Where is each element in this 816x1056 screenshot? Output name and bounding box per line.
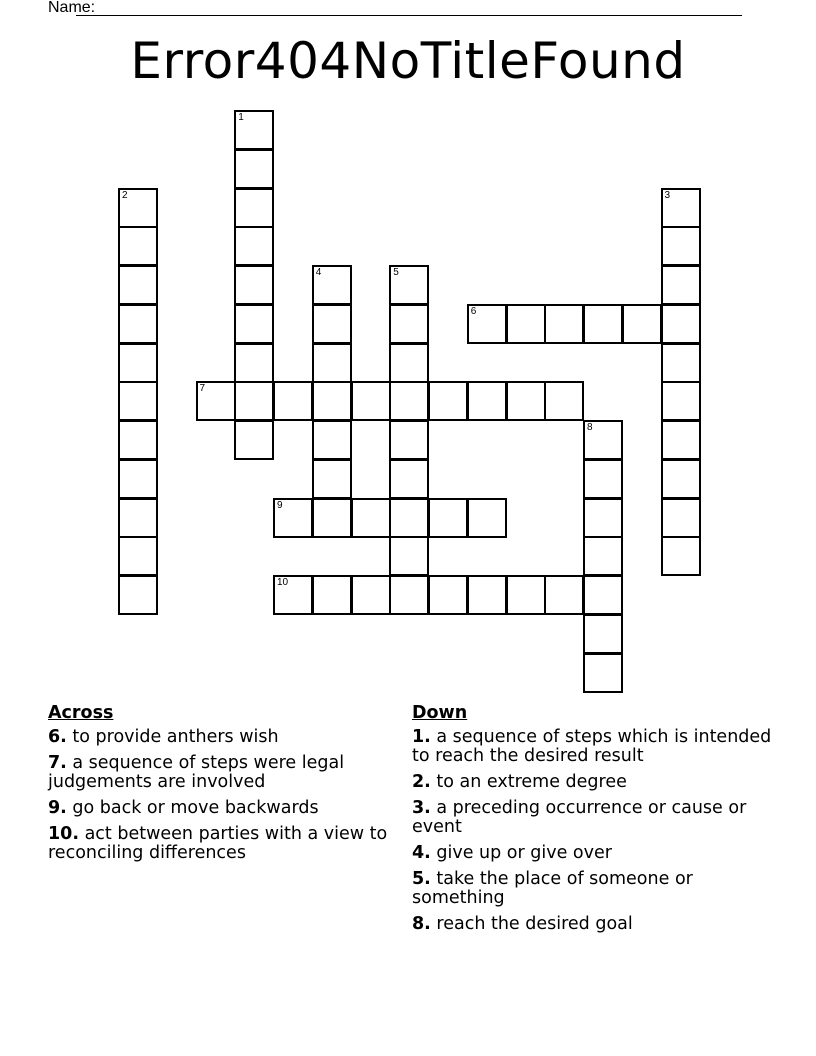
grid-cell[interactable] bbox=[234, 149, 274, 189]
grid-cell[interactable] bbox=[428, 575, 468, 615]
clue-text: a sequence of steps were legal judgements are involved bbox=[48, 753, 345, 792]
across-clue-7 bbox=[48, 754, 388, 792]
clue-number-label: 10. bbox=[48, 824, 80, 844]
grid-cell[interactable] bbox=[118, 459, 158, 499]
down-clue-1 bbox=[412, 728, 772, 766]
grid-cell[interactable] bbox=[118, 226, 158, 266]
grid-cell[interactable] bbox=[661, 459, 701, 499]
clue-text: go back or move backwards bbox=[66, 798, 319, 818]
down-clue-4 bbox=[412, 844, 772, 863]
clue-number-label: 2. bbox=[412, 772, 431, 792]
grid-cell[interactable] bbox=[234, 304, 274, 344]
down-clue-8 bbox=[412, 915, 772, 934]
grid-cell[interactable] bbox=[273, 498, 313, 538]
across-clue-6 bbox=[48, 728, 388, 747]
grid-cell[interactable] bbox=[196, 381, 236, 421]
clue-text: a preceding occurrence or cause or event bbox=[412, 798, 747, 837]
grid-cell[interactable] bbox=[661, 498, 701, 538]
grid-cell[interactable] bbox=[583, 459, 623, 499]
clue-text: to provide anthers wish bbox=[66, 727, 279, 747]
clue-number-label: 3. bbox=[412, 798, 431, 818]
grid-cell[interactable] bbox=[583, 536, 623, 576]
grid-cell[interactable] bbox=[312, 498, 352, 538]
across-heading: Across bbox=[48, 703, 114, 723]
clue-number: 9 bbox=[277, 499, 283, 511]
grid-cell[interactable] bbox=[312, 343, 352, 383]
down-heading: Down bbox=[412, 703, 468, 723]
down-clue-5 bbox=[412, 870, 772, 908]
clue-number-label: 9. bbox=[48, 798, 67, 818]
grid-cell[interactable] bbox=[118, 343, 158, 383]
clue-number-label: 1. bbox=[412, 727, 431, 747]
across-clue-list bbox=[48, 728, 388, 863]
grid-cell[interactable] bbox=[506, 304, 546, 344]
grid-cell[interactable] bbox=[583, 614, 623, 654]
grid-cell[interactable] bbox=[312, 265, 352, 305]
grid-cell[interactable] bbox=[661, 188, 701, 228]
grid-cell[interactable] bbox=[389, 304, 429, 344]
down-clues bbox=[412, 702, 772, 941]
grid-cell[interactable] bbox=[506, 575, 546, 615]
across-clues bbox=[48, 702, 388, 870]
grid-cell[interactable] bbox=[273, 575, 313, 615]
grid-cell[interactable] bbox=[118, 304, 158, 344]
clue-number-label: 4. bbox=[412, 843, 431, 863]
grid-cell[interactable] bbox=[467, 575, 507, 615]
grid-cell[interactable] bbox=[351, 498, 391, 538]
grid-cell[interactable] bbox=[583, 420, 623, 460]
grid-cell[interactable] bbox=[118, 381, 158, 421]
grid-cell[interactable] bbox=[389, 498, 429, 538]
grid-cell[interactable] bbox=[544, 575, 584, 615]
clue-number: 6 bbox=[470, 305, 477, 317]
clue-number-label: 6. bbox=[48, 727, 67, 747]
puzzle-title: Error404NoTitleFound bbox=[130, 32, 686, 90]
grid-cell[interactable] bbox=[544, 381, 584, 421]
grid-cell[interactable] bbox=[351, 381, 391, 421]
down-clue-list bbox=[412, 728, 772, 934]
clue-text: act between parties with a view to reconciling differences bbox=[48, 824, 388, 863]
clue-number-label: 8. bbox=[412, 914, 431, 934]
grid-cell[interactable] bbox=[661, 226, 701, 266]
grid-cell[interactable] bbox=[312, 575, 352, 615]
grid-cell[interactable] bbox=[118, 575, 158, 615]
clue-number: 10 bbox=[277, 577, 289, 588]
grid-cell[interactable] bbox=[389, 381, 429, 421]
clue-number-label: 5. bbox=[412, 869, 431, 889]
grid-cell[interactable] bbox=[234, 343, 274, 383]
clue-number-label: 7. bbox=[48, 753, 67, 773]
across-clue-10 bbox=[48, 825, 388, 863]
grid-cell[interactable] bbox=[544, 304, 584, 344]
grid-cell[interactable] bbox=[312, 304, 352, 344]
grid-cell[interactable] bbox=[661, 381, 701, 421]
grid-cell[interactable] bbox=[389, 265, 429, 305]
grid-cell[interactable] bbox=[389, 536, 429, 576]
grid-cell[interactable] bbox=[622, 304, 662, 344]
grid-cell[interactable] bbox=[234, 188, 274, 228]
grid-cell[interactable] bbox=[428, 498, 468, 538]
grid-cell[interactable] bbox=[389, 575, 429, 615]
grid-cell[interactable] bbox=[583, 575, 623, 615]
grid-cell[interactable] bbox=[467, 498, 507, 538]
grid-cell[interactable] bbox=[118, 265, 158, 305]
grid-cell[interactable] bbox=[312, 381, 352, 421]
clue-text: give up or give over bbox=[430, 843, 612, 863]
clue-number: 3 bbox=[664, 189, 671, 201]
grid-cell[interactable] bbox=[234, 381, 274, 421]
clue-number: 8 bbox=[587, 422, 593, 433]
grid-cell[interactable] bbox=[661, 536, 701, 576]
grid-cell[interactable] bbox=[118, 536, 158, 576]
clue-number: 1 bbox=[238, 112, 244, 123]
grid-cell[interactable] bbox=[583, 498, 623, 538]
grid-cell[interactable] bbox=[506, 381, 546, 421]
clue-number: 5 bbox=[393, 267, 399, 278]
clue-number: 4 bbox=[315, 267, 322, 278]
grid-cell[interactable] bbox=[467, 304, 507, 344]
grid-cell[interactable] bbox=[661, 420, 701, 460]
clue-text: a sequence of steps which is intended to reach the desired result bbox=[412, 727, 772, 766]
clue-number: 7 bbox=[199, 383, 206, 395]
grid-cell[interactable] bbox=[312, 459, 352, 499]
grid-cell[interactable] bbox=[389, 420, 429, 460]
clue-text: to an extreme degree bbox=[430, 772, 627, 792]
clue-number: 2 bbox=[122, 189, 128, 201]
grid-cell[interactable] bbox=[389, 459, 429, 499]
grid-cell[interactable] bbox=[428, 381, 468, 421]
grid-cell[interactable] bbox=[234, 110, 274, 150]
grid-cell[interactable] bbox=[234, 265, 274, 305]
grid-cell[interactable] bbox=[661, 343, 701, 383]
grid-cell[interactable] bbox=[583, 653, 623, 693]
grid-cell[interactable] bbox=[661, 304, 701, 344]
grid-cell[interactable] bbox=[234, 420, 274, 460]
grid-cell[interactable] bbox=[118, 420, 158, 460]
down-clue-3 bbox=[412, 799, 772, 837]
grid-cell[interactable] bbox=[118, 188, 158, 228]
grid-cell[interactable] bbox=[351, 575, 391, 615]
clue-text: take the place of someone or something bbox=[412, 869, 693, 908]
grid-cell[interactable] bbox=[312, 420, 352, 460]
grid-cell[interactable] bbox=[118, 498, 158, 538]
across-clue-9 bbox=[48, 799, 388, 818]
grid-cell[interactable] bbox=[583, 304, 623, 344]
down-clue-2 bbox=[412, 773, 772, 792]
grid-cell[interactable] bbox=[273, 381, 313, 421]
grid-cell[interactable] bbox=[234, 226, 274, 266]
clue-text: reach the desired goal bbox=[430, 914, 633, 934]
grid-cell[interactable] bbox=[467, 381, 507, 421]
grid-cell[interactable] bbox=[661, 265, 701, 305]
grid-cell[interactable] bbox=[389, 343, 429, 383]
name-label: Name: bbox=[48, 0, 96, 16]
